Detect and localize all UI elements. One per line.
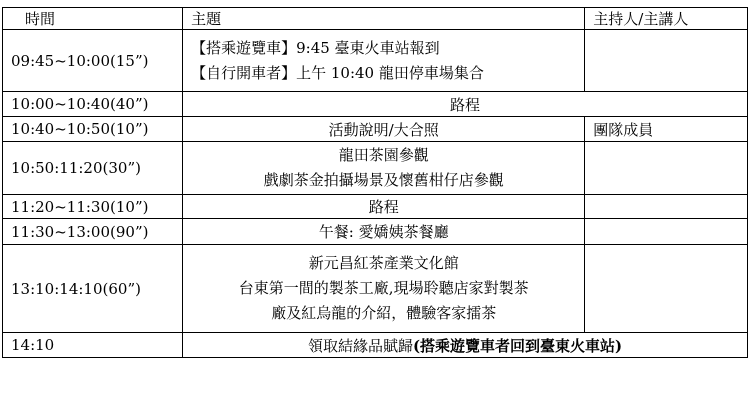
row-time: 14:10 bbox=[3, 333, 183, 358]
topic-bold-note: (搭乘遊覽車者回到臺東火車站) bbox=[412, 336, 623, 355]
row-topic: 路程 bbox=[183, 92, 748, 117]
table-row bbox=[3, 30, 748, 92]
topic-line: 新元昌紅茶產業文化館 bbox=[308, 254, 459, 272]
header-time: 時間 bbox=[3, 8, 183, 30]
topic-plain: 領取結緣品賦歸 bbox=[307, 336, 413, 355]
table-row bbox=[3, 195, 748, 219]
row-time: 11:30~13:00(90”) bbox=[3, 219, 183, 245]
row-host bbox=[585, 245, 748, 333]
table-header-row bbox=[3, 8, 748, 30]
table-row bbox=[3, 117, 748, 142]
schedule-table bbox=[2, 7, 748, 358]
topic-line: 【自行開車者】上午 10:40 龍田停車場集合 bbox=[191, 63, 484, 82]
row-time: 10:40~10:50(10”) bbox=[3, 117, 183, 142]
row-host: 團隊成員 bbox=[585, 117, 748, 142]
row-topic bbox=[183, 333, 748, 358]
row-topic bbox=[183, 245, 585, 333]
row-time: 10:00~10:40(40”) bbox=[3, 92, 183, 117]
row-time: 11:20~11:30(10”) bbox=[3, 195, 183, 219]
table-row bbox=[3, 142, 748, 195]
row-host bbox=[585, 142, 748, 195]
table-row bbox=[3, 245, 748, 333]
header-topic: 主題 bbox=[183, 8, 585, 30]
table-row bbox=[3, 219, 748, 245]
row-host bbox=[585, 30, 748, 92]
row-time: 09:45~10:00(15”) bbox=[3, 30, 183, 92]
row-topic bbox=[183, 30, 585, 92]
row-host bbox=[585, 219, 748, 245]
topic-line: 龍田茶園參觀 bbox=[338, 146, 429, 164]
row-time: 10:50:11:20(30”) bbox=[3, 142, 183, 195]
row-host bbox=[585, 195, 748, 219]
row-topic: 午餐: 愛嬌姨茶餐廳 bbox=[183, 219, 585, 245]
topic-line: 廠及紅烏龍的介紹，體驗客家擂茶 bbox=[271, 304, 497, 322]
header-host: 主持人/主講人 bbox=[585, 8, 748, 30]
row-time: 13:10:14:10(60”) bbox=[3, 245, 183, 333]
row-topic: 路程 bbox=[183, 195, 585, 219]
row-topic bbox=[183, 142, 585, 195]
row-topic: 活動說明/大合照 bbox=[183, 117, 585, 142]
table-row bbox=[3, 92, 748, 117]
table-row bbox=[3, 333, 748, 358]
topic-line: 【搭乘遊覽車】9:45 臺東火車站報到 bbox=[191, 38, 440, 57]
topic-line: 台東第一間的製茶工廠,現場聆聽店家對製茶 bbox=[238, 279, 529, 297]
topic-line: 戲劇茶金拍攝場景及懷舊柑仔店參觀 bbox=[263, 171, 504, 189]
